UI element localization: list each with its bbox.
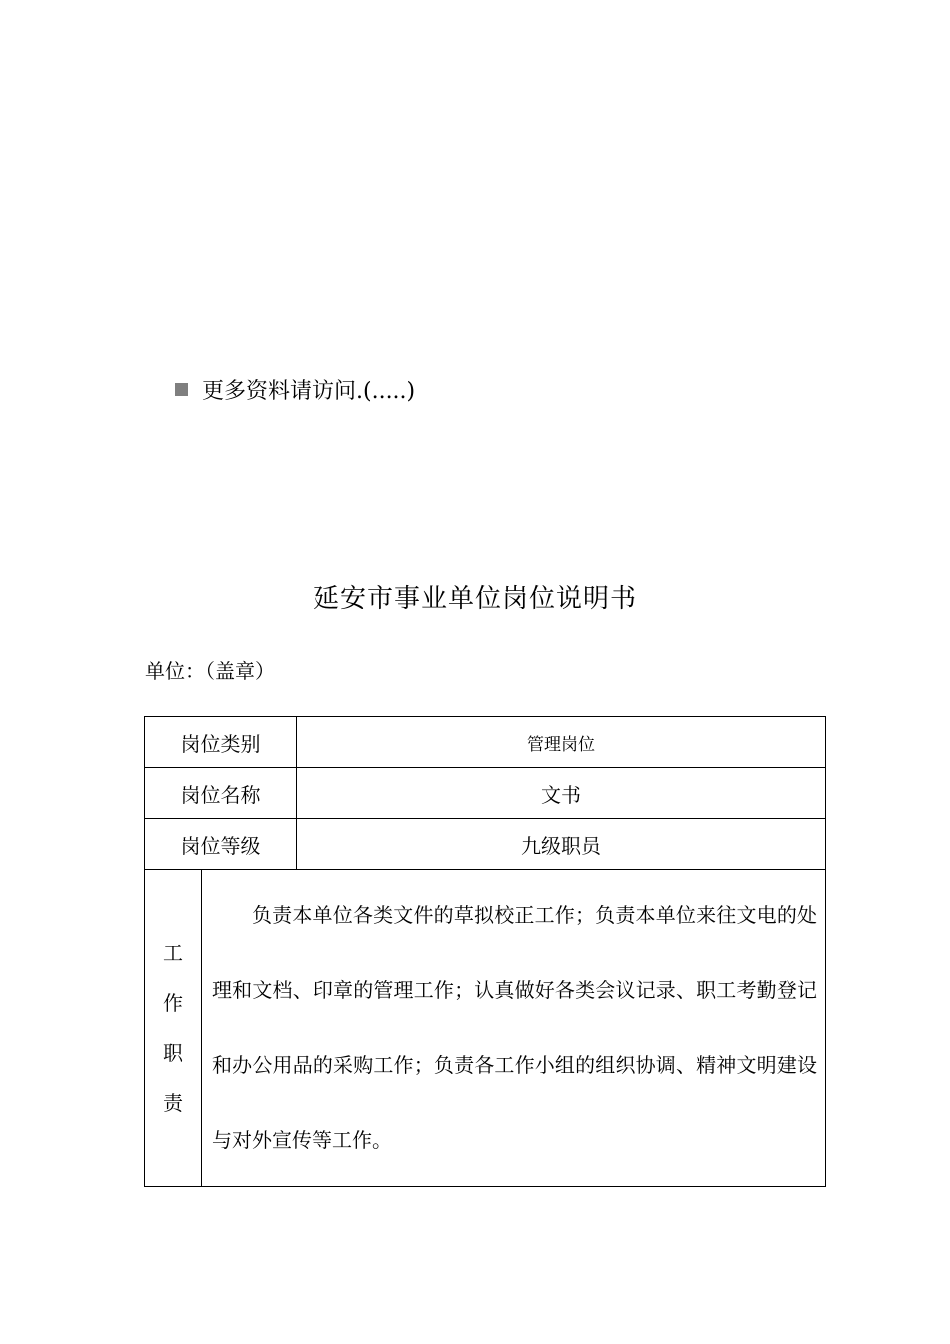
post-level-label: 岗位等级: [145, 819, 297, 870]
table-row-post-name: [145, 768, 826, 819]
square-bullet-icon: [175, 383, 188, 396]
page-title: 延安市事业单位岗位说明书: [312, 584, 637, 614]
unit-label: 单位：（盖章）: [145, 659, 275, 683]
duties-label: [145, 870, 202, 1187]
post-name-value: 文书: [297, 768, 826, 819]
post-name-label: 岗位名称: [145, 768, 297, 819]
post-category-label: 岗位类别: [145, 717, 297, 768]
duties-label-char: 职: [163, 1041, 183, 1065]
more-info-text: 更多资料请访问.(.....): [202, 378, 416, 404]
table-row-post-level: [145, 819, 826, 870]
table-row-duties: [145, 870, 826, 1187]
duties-text: 负责本单位各类文件的草拟校正工作；负责本单位来往文电的处理和文档、印章的管理工作；认真做好各类会议记录、职工考勤登记和办公用品的采购工作；负责各工作小组的组织协调、精神文明建设与对外宣传等工作。: [202, 870, 826, 1187]
post-level-value: 九级职员: [297, 819, 826, 870]
duties-label-char: 作: [163, 991, 183, 1015]
table-row-post-category: [145, 717, 826, 768]
post-description-table: [144, 716, 826, 1187]
more-info-line: [175, 372, 415, 406]
duties-label-char: 工: [163, 941, 183, 965]
post-category-value: 管理岗位: [297, 717, 826, 768]
duties-label-char: 责: [163, 1091, 183, 1115]
